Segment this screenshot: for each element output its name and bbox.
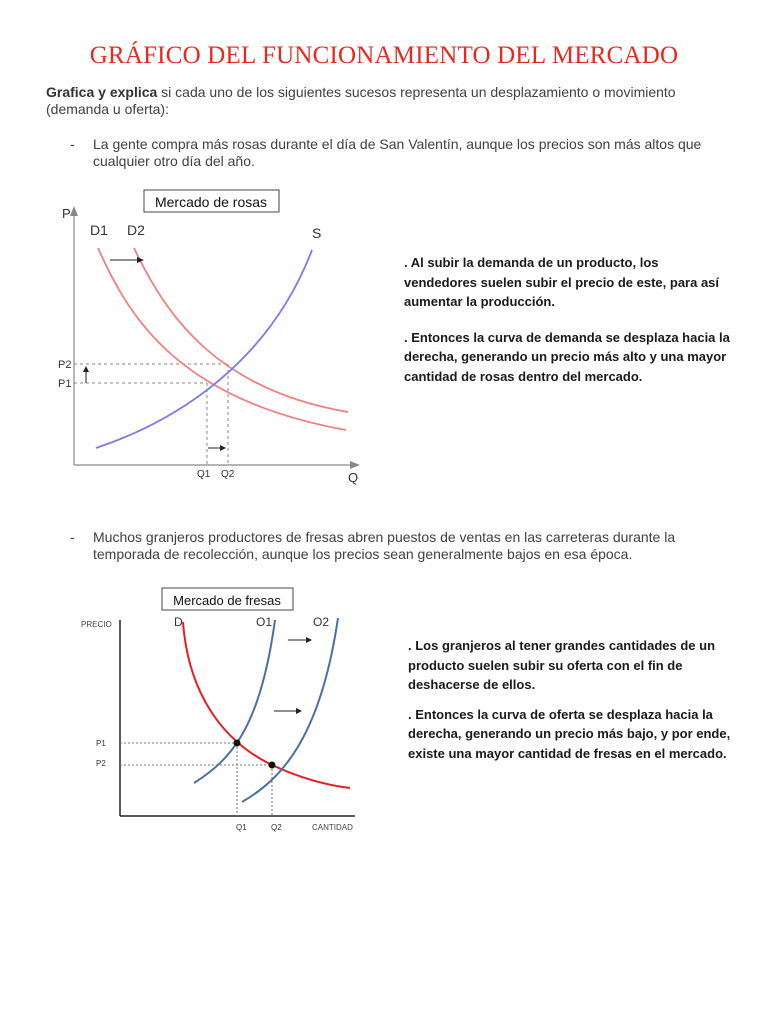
explanation-1 bbox=[404, 253, 734, 386]
s-label: S bbox=[312, 225, 322, 241]
d2-label: D2 bbox=[127, 222, 145, 238]
fresas-chart bbox=[70, 580, 370, 840]
p2-tick: P2 bbox=[96, 759, 106, 768]
explanation-2-para-2: . Entonces la curva de oferta se desplaza hacia la derecha, generando un precio más bajo, y por ende, existe una mayor cantidad de fresas en el mercado. bbox=[408, 706, 731, 761]
x-axis-arrow bbox=[350, 461, 360, 469]
bullet-item-1 bbox=[70, 136, 710, 172]
q1-tick: Q1 bbox=[236, 823, 247, 832]
d-label: D bbox=[174, 615, 183, 629]
explanation-1-para-1: . Al subir la demanda de un producto, los vendedores suelen subir el precio de este, para así aumentar la producción. bbox=[404, 255, 720, 309]
o2-label: O2 bbox=[313, 615, 330, 629]
explanation-1-para-2: . Entonces la curva de demanda se desplaza hacia la derecha, generando un precio más alto y una mayor cantidad de rosas dentro del mercado. bbox=[404, 329, 730, 384]
bullet-dash: - bbox=[70, 136, 75, 152]
price-arrowhead bbox=[83, 366, 89, 372]
x-axis-label: Q bbox=[348, 470, 359, 485]
o1-label: O1 bbox=[256, 615, 273, 629]
bullet-text: Muchos granjeros productores de fresas abren puestos de ventas en las carreteras durante la temporada de recolección, aunque los precios sean generalmente bajos en esa época. bbox=[93, 529, 676, 562]
explanation-2-para-1: . Los granjeros al tener grandes cantidades de un producto suelen subir su oferta con el fin de deshacerse de ellos. bbox=[408, 638, 716, 692]
p2-tick: P2 bbox=[58, 359, 72, 371]
o2-curve bbox=[242, 618, 338, 802]
explanation-2 bbox=[408, 636, 738, 763]
intro-bold: Grafica y explica bbox=[46, 84, 158, 100]
y-axis-label: P bbox=[62, 206, 71, 221]
bullet-item-2 bbox=[70, 529, 710, 565]
intro-text bbox=[46, 84, 706, 118]
d1-label: D1 bbox=[90, 222, 108, 238]
equilibrium-2 bbox=[269, 762, 276, 769]
bullet-dash: - bbox=[70, 529, 75, 545]
p1-tick: P1 bbox=[96, 739, 106, 748]
intro-rest: si cada uno de los siguientes sucesos representa un desplazamiento o movimiento (demanda u oferta): bbox=[46, 84, 676, 117]
bullet-text: La gente compra más rosas durante el día de San Valentín, aunque los precios son más altos que cualquier otro día del año. bbox=[93, 136, 702, 169]
chart-title: Mercado de rosas bbox=[154, 194, 268, 210]
y-axis-label: PRECIO bbox=[81, 620, 112, 629]
page-title: GRÁFICO DEL FUNCIONAMIENTO DEL MERCADO bbox=[89, 42, 679, 69]
q2-tick: Q2 bbox=[221, 469, 235, 480]
equilibrium-1 bbox=[234, 740, 241, 747]
qty-arrowhead bbox=[220, 445, 226, 451]
s-curve bbox=[96, 250, 312, 448]
x-axis-label: CANTIDAD bbox=[312, 823, 353, 832]
p1-tick: P1 bbox=[58, 378, 72, 390]
chart-title: Mercado de fresas bbox=[173, 593, 281, 608]
d-curve bbox=[183, 622, 350, 788]
y-axis-arrow bbox=[70, 206, 78, 216]
d2-curve bbox=[134, 248, 348, 412]
shift-arrowhead-top bbox=[306, 637, 312, 643]
q2-tick: Q2 bbox=[271, 823, 282, 832]
q1-tick: Q1 bbox=[197, 469, 211, 480]
rosas-chart bbox=[50, 180, 380, 490]
shift-arrowhead-mid bbox=[296, 708, 302, 714]
